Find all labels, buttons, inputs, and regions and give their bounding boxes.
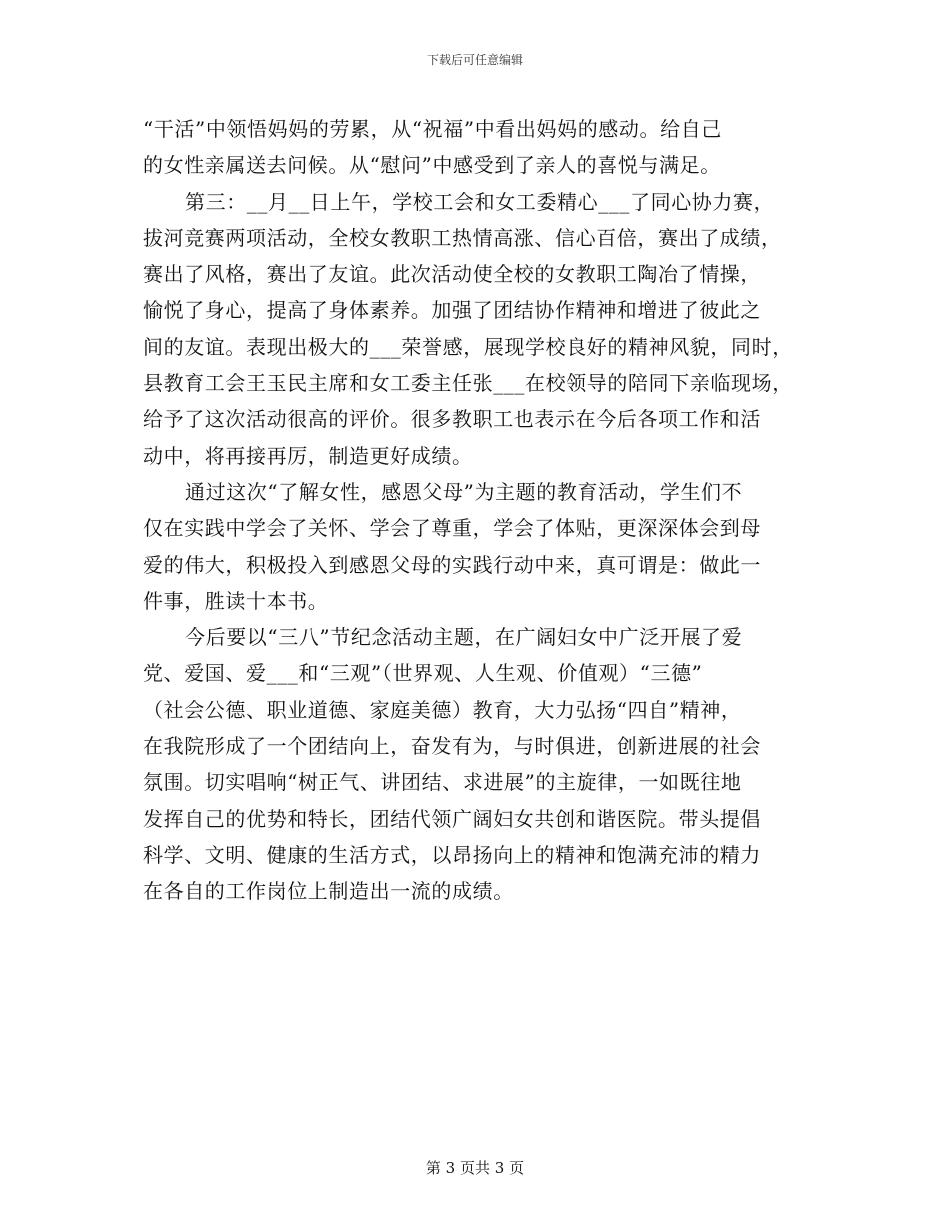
text-line: 的女性亲属送去问候。从“慰问”中感受到了亲人的喜悦与满足。 <box>143 153 721 178</box>
text-line: 发挥自己的优势和特长，团结代领广阔妇女共创和谐医院。带头提倡 <box>143 806 761 831</box>
text-line: 氛围。切实唱响“树正气、讲团结、求进展”的主旋律，一如既往地 <box>143 770 742 795</box>
text-line: 县教育工会王玉民主席和女工委主任张___在校领导的陪同下亲临现场， <box>143 371 793 396</box>
text-line: 动中，将再接再厉，制造更好成绩。 <box>143 443 473 468</box>
page-footer: 第 3 页共 3 页 <box>425 1159 525 1177</box>
text-line: 愉悦了身心，提高了身体素养。加强了团结协作精神和增进了彼此之 <box>143 298 761 323</box>
text-line: 在各自的工作岗位上制造出一流的成绩。 <box>143 879 514 904</box>
text-line: 通过这次“了解女性，感恩父母”为主题的教育活动，学生们不 <box>185 479 743 504</box>
document-body <box>143 111 811 910</box>
text-line: 给予了这次活动很高的评价。很多教职工也表示在今后各项工作和活 <box>143 407 761 432</box>
paragraph-2 <box>143 184 811 474</box>
paragraph-1 <box>143 111 811 184</box>
text-line: 拔河竞赛两项活动，全校女教职工热情高涨、信心百倍，赛出了成绩， <box>143 225 782 250</box>
paragraph-3 <box>143 474 811 619</box>
text-line: “干活”中领悟妈妈的劳累，从“祝福”中看出妈妈的感动。给自己 <box>143 117 722 141</box>
text-line: 间的友谊。表现出极大的___荣誉感，展现学校良好的精神风貌，同时， <box>143 334 793 359</box>
text-line: 今后要以“三八”节纪念活动主题，在广阔妇女中广泛开展了爱 <box>185 625 743 650</box>
text-line: 党、爱国、爱___和“三观”（世界观、人生观、价值观）“三德” <box>143 661 703 686</box>
text-line: 在我院形成了一个团结向上，奋发有为，与时俱进，创新进展的社会 <box>143 734 761 759</box>
text-line: 爱的伟大，积极投入到感恩父母的实践行动中来，真可谓是：做此一 <box>143 552 761 577</box>
page-header: 下载后可任意编辑 <box>426 53 523 67</box>
text-line: 赛出了风格，赛出了友谊。此次活动使全校的女教职工陶冶了情操， <box>143 262 761 287</box>
text-line: 仅在实践中学会了关怀、学会了尊重，学会了体贴，更深深体会到母 <box>143 516 761 541</box>
text-line: 件事，胜读十本书。 <box>143 588 329 613</box>
text-line: 科学、文明、健康的生活方式，以昂扬向上的精神和饱满充沛的精力 <box>143 842 761 867</box>
paragraph-4 <box>143 619 811 909</box>
text-line: 第三：__月__日上午，学校工会和女工委精心___了同心协力赛， <box>185 189 775 214</box>
text-line: （社会公德、职业道德、家庭美德）教育，大力弘扬“四自”精神， <box>143 697 742 722</box>
